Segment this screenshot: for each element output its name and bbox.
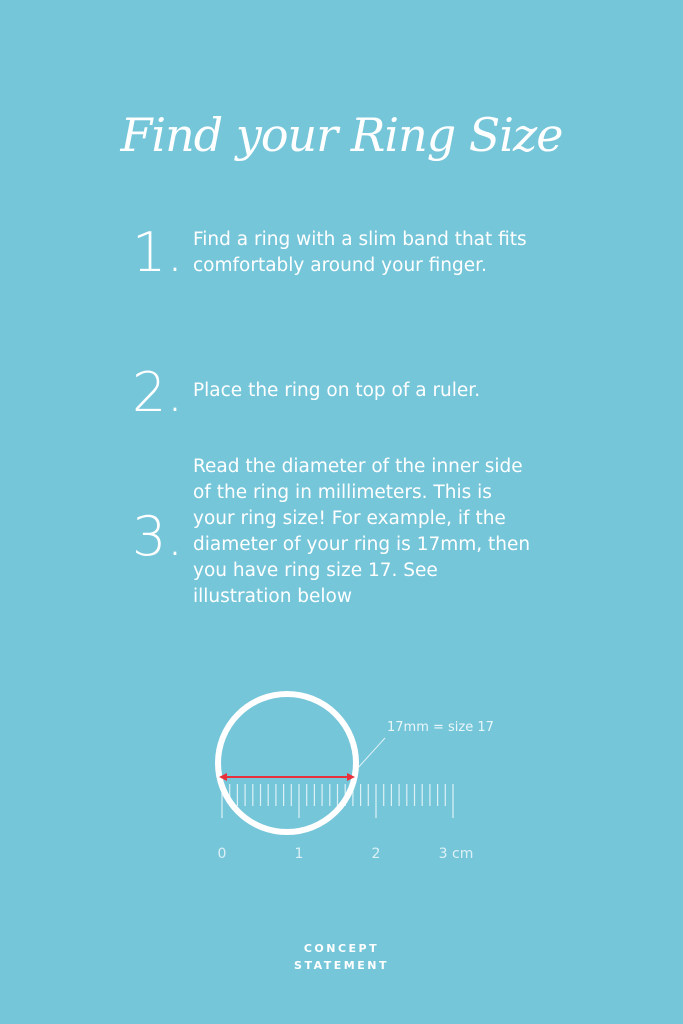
ruler-label-2: 2 [371, 846, 381, 862]
ruler-label-3: 3 cm [438, 846, 474, 862]
ruler-label-1: 1 [294, 846, 304, 862]
diameter-arrow [219, 773, 355, 781]
brand-line-1: CONCEPT [303, 942, 380, 955]
step-text: Find a ring with a slim band that fits comfortably around your finger. [193, 229, 527, 276]
step-text: Place the ring on top of a ruler. [193, 380, 481, 401]
brand-line-2: STATEMENT [294, 959, 389, 972]
callout-label: 17mm = size 17 [387, 720, 494, 735]
brand-logo [0, 940, 683, 974]
page-title: Find your Ring Size [120, 108, 563, 162]
step-number: 3. [132, 505, 184, 568]
step-number: 1. [132, 221, 184, 284]
ruler-label-0: 0 [217, 846, 227, 862]
ring-ruler-illustration [0, 680, 683, 880]
step-text: Read the diameter of the inner side of the ring in millimeters. This is your ring size! For example, if the diameter of your ring is 17mm, then you have ring size 17. See illustration below [193, 456, 531, 607]
step-number: 2. [132, 361, 184, 424]
callout-line [356, 738, 385, 770]
ring-icon [218, 694, 356, 832]
